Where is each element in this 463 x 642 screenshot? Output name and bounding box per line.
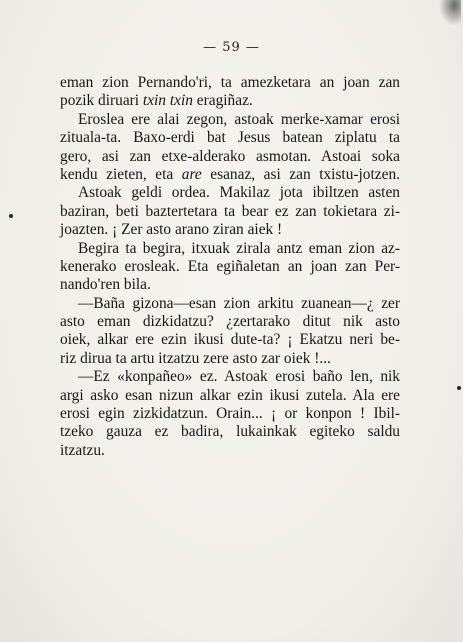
text-line-main: riz dirua ta artu itzatzu zere asto zar oiek !...	[60, 349, 331, 367]
body-text	[60, 74, 400, 460]
text-line-main: gero, asi zan etxe-alderako asmotan. Astoai soka	[60, 147, 400, 165]
text-line-main: argi asko esan nizun alkar ezin ikusi zutela. Ala ere	[60, 386, 400, 404]
text-line-main: Eroslea ere alai zegon, astoak merke-xamar erosi	[78, 110, 400, 128]
corner-smudge	[439, 0, 461, 26]
text-line-main: baziran, beti baztertetara ta bear ez zan tokietara zi-	[60, 202, 400, 220]
text-line	[60, 423, 400, 441]
text-line-main: eman zion Pernando'ri, ta amezketara an joan zan	[60, 74, 400, 91]
text-line	[60, 203, 400, 221]
text-line	[60, 74, 400, 92]
text-line-main: kenerako erosleak. Eta egiñaletan an joan zan Per-	[60, 257, 400, 275]
text-line-italic: txin txin	[142, 92, 193, 110]
text-line	[60, 221, 400, 239]
text-line-tail: eragiñaz.	[192, 92, 253, 110]
text-line-main: —Baña gizona—esan zion arkitu zuanean—¿ zer	[78, 294, 400, 312]
text-line-main: Begira ta begira, itxuak zirala antz eman zion az-	[78, 239, 400, 257]
text-line	[60, 442, 400, 460]
ink-speck	[457, 386, 461, 390]
text-line	[60, 387, 400, 405]
text-line-main: nando'ren bila.	[60, 276, 151, 294]
text-line-main: itzatzu.	[60, 441, 105, 459]
text-line	[60, 148, 400, 166]
text-line-main: tzeko gauza ez badira, lukainkak egiteko saldu	[60, 423, 400, 441]
ink-speck	[9, 214, 13, 218]
text-line-main: Astoak geldi ordea. Makilaz jota ibiltzen asten	[78, 184, 400, 202]
text-line-main: oiek, alkar ere ezin ikusi dute-ta? ¡ Ekatzu neri be-	[60, 331, 400, 349]
text-line	[60, 405, 400, 423]
text-line	[60, 184, 400, 202]
text-line	[60, 166, 400, 184]
text-line	[60, 368, 400, 386]
text-line-tail: esanaz, asi zan txistu-jotzen.	[201, 165, 400, 183]
text-line	[60, 240, 400, 258]
text-line	[60, 276, 400, 294]
text-line-main: —Ez «konpañeo» ez. Astoak erosi baño len, nik	[78, 368, 400, 386]
text-line	[60, 111, 400, 129]
text-line-main: zituala-ta. Baxo-erdi bat Jesus batean ziplatu ta	[60, 129, 400, 147]
text-line-main: erosi egin zizkidatzun. Orain... ¡ or konpon ! Ibil-	[60, 405, 400, 423]
text-line	[60, 350, 400, 368]
text-line	[60, 331, 400, 349]
text-line-main: pozik diruari	[60, 92, 143, 110]
text-line	[60, 258, 400, 276]
text-line-main: joazten. ¡ Zer asto arano ziran aiek !	[60, 221, 283, 239]
text-line-main: asto eman dizkidatzu? ¿zertarako ditut nik asto	[60, 313, 400, 331]
page-number: — 59 —	[203, 40, 260, 55]
text-line	[60, 129, 400, 147]
text-line-main: kendu zieten, eta	[60, 165, 182, 183]
text-line	[60, 313, 400, 331]
text-line	[60, 92, 400, 110]
text-line-italic: are	[181, 165, 202, 183]
text-line	[60, 295, 400, 313]
